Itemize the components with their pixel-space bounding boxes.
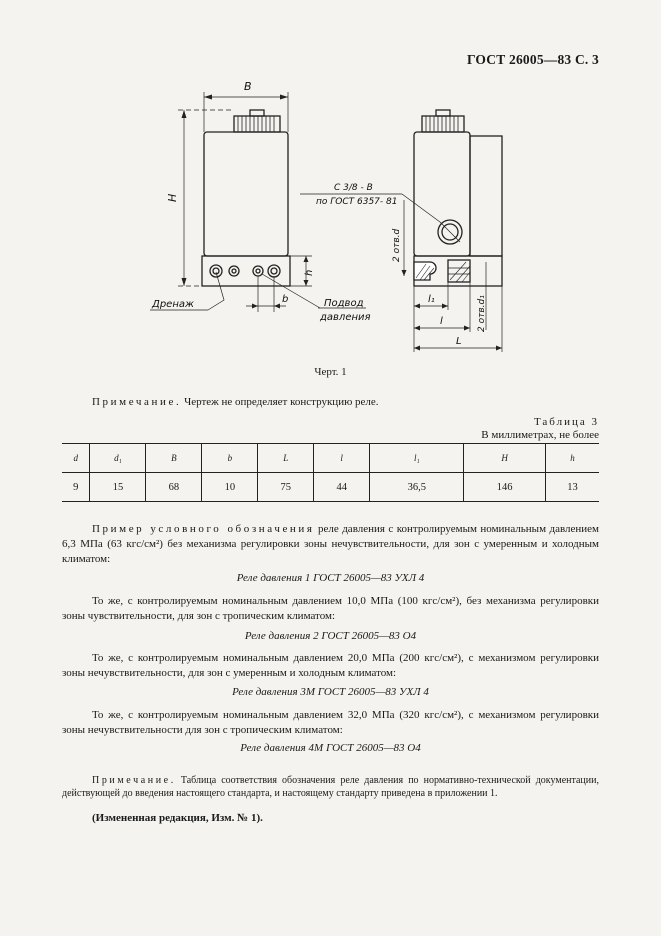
designation-1: Реле давления 1 ГОСТ 26005—83 УХЛ 4 [236, 572, 425, 584]
table-subtitle: В миллиметрах, не более [481, 429, 599, 441]
dimensions-table [62, 443, 599, 502]
dim-label-l1: l₁ [428, 294, 435, 305]
note-table-correspondence [62, 774, 599, 800]
label-supply-line1: Подвод [324, 298, 364, 309]
dim-label-L: L [456, 336, 462, 347]
table-cell: 68 [146, 473, 202, 502]
relay-cover-side [470, 136, 502, 256]
table-cell: 15 [90, 473, 146, 502]
dim-label-l: l [440, 316, 443, 327]
col-header: b [202, 444, 258, 473]
amendment-note: (Измененная редакция, Изм. № 1). [92, 812, 263, 824]
table-cell: 146 [464, 473, 545, 502]
col-header: H [464, 444, 545, 473]
table-cell: 13 [545, 473, 599, 502]
example-intro-paragraph [62, 522, 599, 567]
col-header: l [314, 444, 370, 473]
note-drawing [92, 396, 379, 408]
col-header: h [545, 444, 599, 473]
dim-label-2holes-d1: 2 отв.d₁ [477, 295, 487, 332]
relay-body-front [204, 132, 288, 256]
col-header: L [258, 444, 314, 473]
example-paragraph-3: То же, с контролируемым номинальным давлением 20,0 МПа (200 кгс/см²), с механизмом регулировки зоны нечувствительности, для зон с умеренным и холодным климатом: [62, 652, 599, 679]
relay-body-side [414, 132, 470, 256]
dim-label-H: H [166, 193, 179, 202]
figure-caption: Черт. 1 [314, 366, 347, 378]
label-thread-line2: по ГОСТ 6357- 81 [316, 197, 398, 207]
table-row [62, 473, 599, 502]
col-header: d [73, 453, 78, 463]
table-header-row [62, 444, 599, 473]
label-supply-line2: давления [320, 312, 371, 323]
col-header: l₁ [370, 444, 464, 473]
note-drawing-head: Примечание. [92, 396, 182, 408]
example-head: Пример условного обозначения [92, 523, 315, 535]
designation-2: Реле давления 2 ГОСТ 26005—83 О4 [244, 630, 417, 642]
example-paragraph-4: То же, с контролируемым номинальным давлением 32,0 МПа (320 кгс/см²), с механизмом регулировки зоны нечувствительности для зон с тропическим климатом: [62, 709, 599, 736]
label-drain: Дренаж [152, 299, 194, 310]
designation-3: Реле давления 3М ГОСТ 26005—83 УХЛ 4 [232, 686, 429, 698]
table-cell: 36,5 [370, 473, 464, 502]
table-heading [481, 416, 599, 442]
technical-drawing [0, 0, 661, 380]
table-cell: 9 [73, 481, 79, 493]
example-intro-text: реле давления с контролируемым номинальным давлением 6,3 МПа (63 кгс/см²) без механизма регулировки зоны нечувствительности, для зон с умеренным и холодным климатом: [62, 523, 599, 565]
col-header: d₁ [90, 444, 146, 473]
note-table-head: Примечание. [92, 775, 176, 786]
label-thread-line1: С 3/8 - В [334, 183, 373, 193]
note-table-text: Таблица соответствия обозначения реле давления по нормативно-технической документации, действующей до введения настоящего стандарта, и настоящему стандарту приведена в приложении 1. [62, 775, 599, 799]
dim-label-b: b [282, 294, 289, 305]
dim-label-B: B [244, 80, 252, 93]
knurled-cap-front [234, 116, 280, 132]
note-drawing-text: Чертеж не определяет конструкцию реле. [181, 396, 379, 408]
dim-label-2holes-d: 2 отв.d [392, 228, 402, 262]
designation-4: Реле давления 4М ГОСТ 26005—83 О4 [240, 742, 421, 754]
table-title: Таблица 3 [533, 416, 599, 428]
dim-label-h: h [304, 269, 315, 276]
page-header: ГОСТ 26005—83 С. 3 [466, 52, 599, 67]
col-header: B [146, 444, 202, 473]
knurl-lines [238, 116, 274, 132]
table-cell: 10 [202, 473, 258, 502]
table-cell: 75 [258, 473, 314, 502]
example-paragraph-2: То же, с контролируемым номинальным давлением 10,0 МПа (100 кгс/см²), без механизма регулировки зоны чувствительности, для зон с тропическим климатом: [62, 595, 599, 622]
table-cell: 44 [314, 473, 370, 502]
